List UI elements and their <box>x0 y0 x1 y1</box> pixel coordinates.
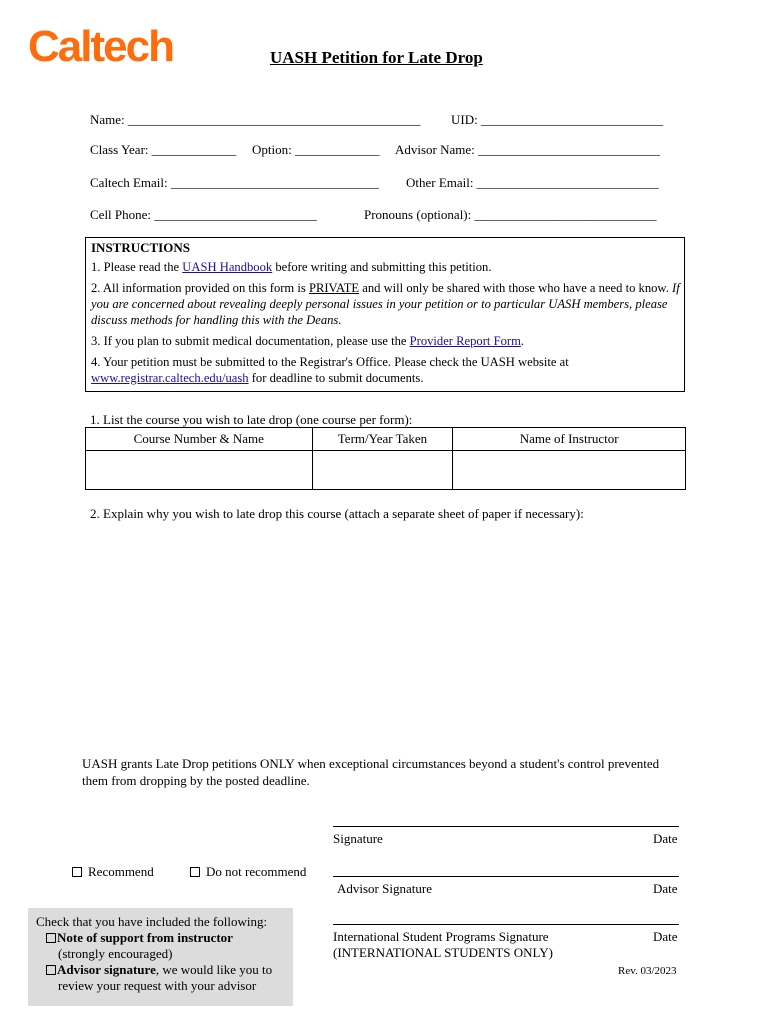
name-field[interactable]: Name: _____________________________________________ <box>90 112 421 127</box>
column-term-year: Term/Year Taken <box>312 428 453 451</box>
isp-signature-label: International Student Programs Signature <box>333 929 549 944</box>
column-instructor: Name of Instructor <box>453 428 686 451</box>
class-year-field[interactable]: Class Year: _____________ <box>90 142 237 157</box>
instructions-box <box>85 237 685 392</box>
explanation-area[interactable] <box>85 528 685 743</box>
column-course-number: Course Number & Name <box>86 428 313 451</box>
provider-report-form-link[interactable]: Provider Report Form <box>409 334 521 348</box>
advisor-signature-line[interactable] <box>333 876 679 877</box>
checklist-panel <box>28 908 293 1006</box>
checklist-item-advisor-signature[interactable]: Advisor signature, we would like you to <box>36 962 293 978</box>
isp-note: (INTERNATIONAL STUDENTS ONLY) <box>333 945 553 960</box>
signature-line[interactable] <box>333 826 679 827</box>
not-recommend-option[interactable]: Do not recommend <box>190 864 306 880</box>
signature-label: Signature <box>333 831 383 846</box>
recommend-checkbox[interactable] <box>72 867 82 877</box>
pronouns-field[interactable]: Pronouns (optional): ____________________________ <box>364 207 657 222</box>
caltech-email-field[interactable]: Caltech Email: ________________________________ <box>90 175 379 190</box>
isp-date-label: Date <box>653 929 678 944</box>
page-title: UASH Petition for Late Drop <box>270 48 483 67</box>
uid-field[interactable]: UID: ____________________________ <box>451 112 663 127</box>
instruction-4: 4. Your petition must be submitted to the Registrar's Office. Please check the UASH website at www.registrar.caltech.edu/uash for deadline to submit documents. <box>91 355 569 385</box>
instruction-1: 1. Please read the UASH Handbook before writing and submitting this petition. <box>91 260 492 274</box>
registrar-uash-link[interactable]: www.registrar.caltech.edu/uash <box>91 371 249 385</box>
checklist-item-instructor-note[interactable]: Note of support from instructor <box>36 930 293 946</box>
isp-signature-line[interactable] <box>333 924 679 925</box>
uash-handbook-link[interactable]: UASH Handbook <box>182 260 273 274</box>
checklist-item-advisor-signature-sub: review your request with your advisor <box>58 978 257 993</box>
policy-text-line1: UASH grants Late Drop petitions ONLY when exceptional circumstances beyond a student's control prevented <box>82 756 660 771</box>
term-year-cell[interactable] <box>312 451 453 490</box>
checklist-heading: Check that you have included the following: <box>36 914 268 929</box>
date-label: Date <box>653 831 678 846</box>
instructor-note-checkbox[interactable] <box>46 933 56 943</box>
policy-text-line2: them from dropping by the posted deadline. <box>82 773 310 788</box>
instruction-3: 3. If you plan to submit medical documentation, please use the Provider Report Form. <box>91 334 525 348</box>
course-table <box>85 427 686 490</box>
cell-phone-field[interactable]: Cell Phone: _________________________ <box>90 207 317 222</box>
course-prompt: 1. List the course you wish to late drop (one course per form): <box>90 412 413 427</box>
checklist-item-instructor-note-sub: (strongly encouraged) <box>58 946 173 961</box>
course-number-cell[interactable] <box>86 451 313 490</box>
advisor-signature-checkbox[interactable] <box>46 965 56 975</box>
other-email-field[interactable]: Other Email: ____________________________ <box>406 175 659 190</box>
recommend-option[interactable]: Recommend <box>72 864 154 880</box>
instructions-heading: INSTRUCTIONS <box>91 240 190 255</box>
instruction-2: 2. All information provided on this form is PRIVATE and will only be shared with those who have a need to know. If you are concerned about revealing deeply personal issues in your petition or to particular UASH members, please discuss methods for handling this with the Deans. <box>91 281 680 327</box>
explain-prompt: 2. Explain why you wish to late drop this course (attach a separate sheet of paper if necessary): <box>90 506 584 521</box>
table-row <box>86 451 686 490</box>
advisor-date-label: Date <box>653 881 678 896</box>
option-field[interactable]: Option: _____________ <box>252 142 380 157</box>
advisor-name-field[interactable]: Advisor Name: ____________________________ <box>395 142 661 157</box>
advisor-signature-label: Advisor Signature <box>337 881 432 896</box>
not-recommend-checkbox[interactable] <box>190 867 200 877</box>
caltech-logo: Caltech <box>28 22 173 71</box>
instructor-cell[interactable] <box>453 451 686 490</box>
revision-label: Rev. 03/2023 <box>618 965 677 977</box>
